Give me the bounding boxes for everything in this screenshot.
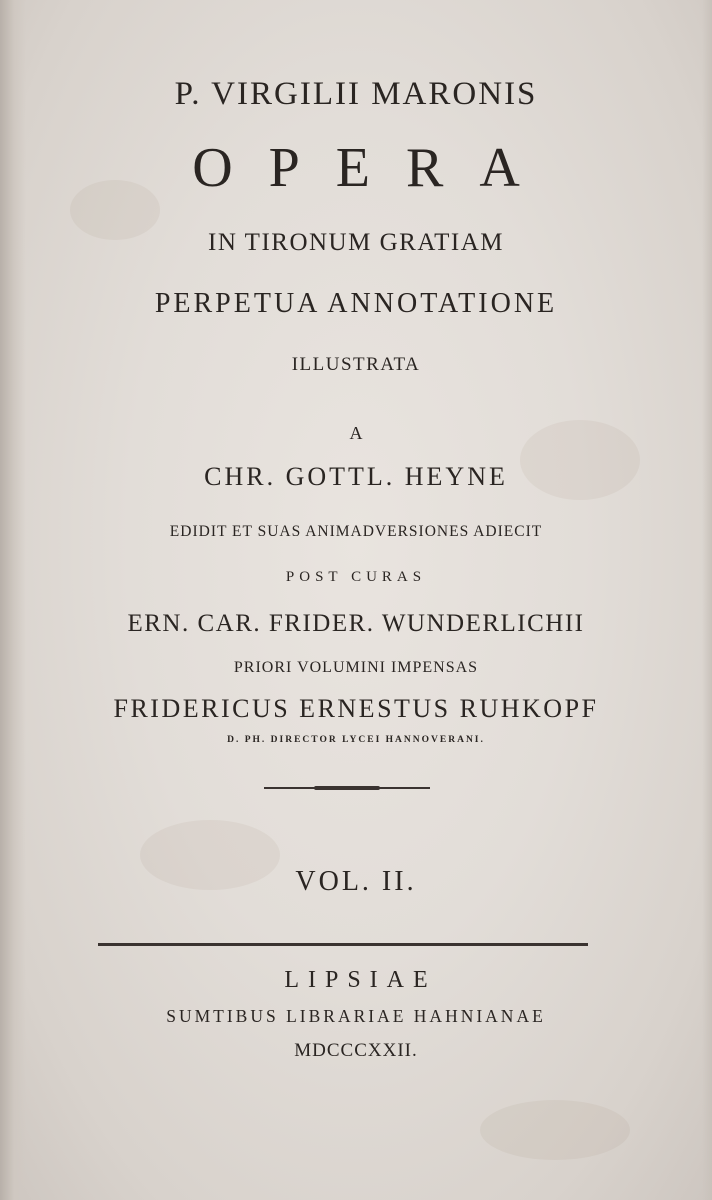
- subtitle-line-3: ILLUSTRATA: [291, 354, 421, 375]
- subtitle-line-2: PERPETUA ANNOTATIONE: [154, 288, 558, 319]
- ornamental-rule: [264, 787, 430, 789]
- previous-editor-name: ERN. CAR. FRIDER. WUNDERLICHII: [127, 610, 585, 637]
- work-title: OPERA: [192, 137, 556, 199]
- post-curas-line: POST CURAS: [285, 569, 427, 585]
- author-line: P. VIRGILII MARONIS: [174, 76, 538, 112]
- volume-number: VOL. II.: [295, 866, 417, 897]
- imprint-publisher: SUMTIBUS LIBRARIAE HAHNIANAE: [166, 1006, 546, 1026]
- imprint-year: MDCCCXXII.: [294, 1040, 418, 1061]
- imprint-place: LIPSIAE: [284, 967, 437, 993]
- imprint-rule: [98, 943, 588, 946]
- current-editor-title: D. PH. DIRECTOR LYCEI HANNOVERANI.: [227, 735, 485, 745]
- by-line: A: [349, 423, 363, 443]
- subtitle-line-1: IN TIRONUM GRATIAM: [208, 229, 504, 256]
- editor-note: EDIDIT ET SUAS ANIMADVERSIONES ADIECIT: [169, 523, 543, 540]
- current-editor-name: FRIDERICUS ERNESTUS RUHKOPF: [113, 694, 599, 723]
- paper-stain: [480, 1100, 630, 1160]
- editor-name: CHR. GOTTL. HEYNE: [204, 462, 508, 491]
- previous-volume-line: PRIORI VOLUMINI IMPENSAS: [233, 659, 479, 676]
